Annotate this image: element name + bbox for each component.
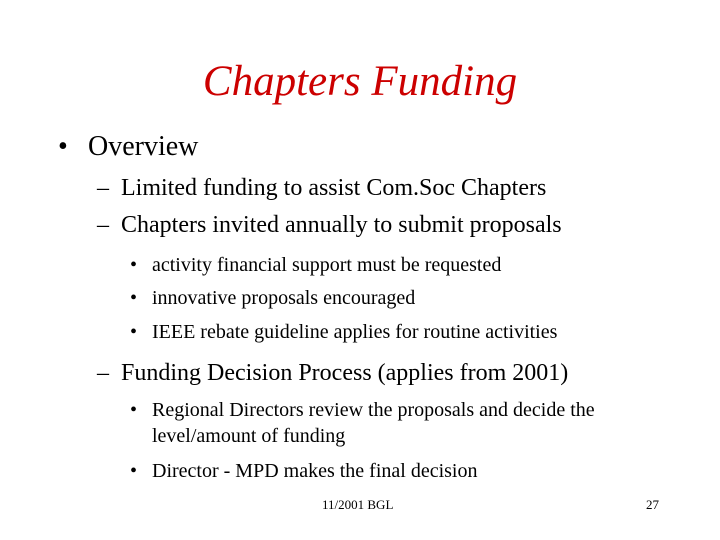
bullet-marker: • xyxy=(130,460,138,482)
overview-item-2: Chapters invited annually to submit proposals xyxy=(121,212,562,238)
overview-heading: Overview xyxy=(88,131,199,162)
bullet-marker: • xyxy=(130,399,138,421)
slide-title: Chapters Funding xyxy=(202,58,518,105)
dash-marker: – xyxy=(97,212,109,238)
proposal-detail-2: innovative proposals encouraged xyxy=(152,287,416,309)
bullet-marker: • xyxy=(130,254,138,276)
dash-marker: – xyxy=(97,175,109,201)
bullet-marker: • xyxy=(130,287,138,309)
decision-process-heading: Funding Decision Process (applies from 2001) xyxy=(121,360,569,386)
decision-item-1-line1: Regional Directors review the proposals and decide the xyxy=(152,399,595,421)
dash-marker: – xyxy=(97,360,109,386)
proposal-detail-3: IEEE rebate guideline applies for routine activities xyxy=(152,321,558,343)
bullet-marker: • xyxy=(130,321,138,343)
decision-item-2: Director - MPD makes the final decision xyxy=(152,460,478,482)
page-number: 27 xyxy=(646,497,659,512)
overview-item-1: Limited funding to assist Com.Soc Chapters xyxy=(121,175,547,201)
footer-date-author: 11/2001 BGL xyxy=(322,497,394,512)
bullet-marker: • xyxy=(58,131,68,162)
proposal-detail-1: activity financial support must be requested xyxy=(152,254,502,276)
decision-item-1-line2: level/amount of funding xyxy=(152,425,346,447)
